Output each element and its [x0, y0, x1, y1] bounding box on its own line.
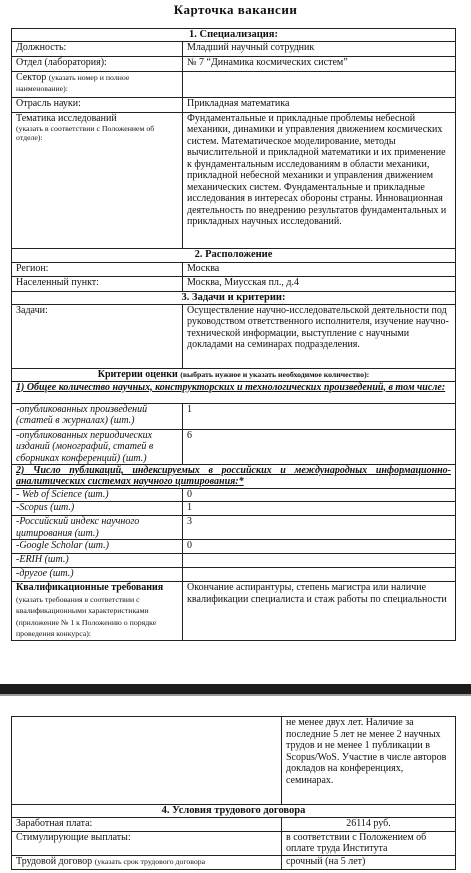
criteria-google-scholar-value: 0 — [183, 540, 456, 554]
position-label: Должность: — [12, 41, 183, 56]
criteria-google-scholar-label: -Google Scholar (шт.) — [12, 540, 183, 554]
card-title: Карточка вакансии — [173, 2, 298, 17]
region-value: Москва — [183, 262, 456, 276]
bonus-value: в соответствии с Положением об оплате труда Института — [282, 831, 456, 855]
sector-value — [183, 71, 456, 97]
science-field-label: Отрасль науки: — [12, 97, 183, 112]
criteria-group-1-header: 1) Общее количество научных, конструкторских и технологических произведений, в том числе: — [12, 381, 456, 403]
page-break-bar — [0, 684, 471, 694]
research-topic-label-note: (указать в соответствии с Положением об отделе): — [16, 124, 155, 142]
criteria-periodicals-label: -опубликованных периодических изданий (монографий, статей в сборниках конференций) (шт.) — [12, 429, 183, 465]
city-value: Москва, Миусская пл., д.4 — [183, 276, 456, 291]
qualification-label-main: Квалификационные требования — [16, 582, 164, 593]
qualification-label — [12, 582, 183, 641]
contract-value: срочный (на 5 лет) — [282, 855, 456, 869]
criteria-rinc-value: 3 — [183, 516, 456, 540]
qualification-value-part-1: Окончание аспирантуры, степень магистра или наличие квалификации специалиста и стаж работы по специальности — [183, 582, 456, 641]
salary-value: 26114 руб. — [282, 817, 456, 831]
criteria-erih-label: -ERIH (шт.) — [12, 554, 183, 568]
criteria-scopus-value: 1 — [183, 502, 456, 516]
criteria-scopus-label: -Scopus (шт.) — [12, 502, 183, 516]
section-4-header: 4. Условия трудового договора — [12, 805, 456, 818]
contract-label — [12, 855, 282, 869]
criteria-wos-value: 0 — [183, 489, 456, 502]
criteria-periodicals-value: 6 — [183, 429, 456, 465]
vacancy-table-part-2 — [11, 716, 456, 870]
vacancy-table-part-1 — [11, 28, 456, 641]
bonus-label: Стимулирующие выплаты: — [12, 831, 282, 855]
criteria-journal-articles-value: 1 — [183, 403, 456, 429]
page-break-shadow — [0, 694, 471, 696]
department-label: Отдел (лаборатория): — [12, 56, 183, 71]
criteria-group-2-header: 2) Число публикаций, индексируемых в российских и международных информационно-аналитических системах научного цитирования:* — [12, 465, 456, 489]
city-label: Населенный пункт: — [12, 276, 183, 291]
region-label: Регион: — [12, 262, 183, 276]
research-topic-label — [12, 112, 183, 248]
department-value: № 7 “Динамика космических систем” — [183, 56, 456, 71]
tasks-value: Осуществление научно-исследовательской деятельности под руководством ответственного исполнителя, изучение научно-технической информации, выступление с научными докладами на семинарах подразделения. — [183, 304, 456, 368]
contract-label-note: (указать срок трудового договора — [94, 856, 206, 866]
criteria-journal-articles-label: -опубликованных произведений (статей в журналах) (шт.) — [12, 403, 183, 429]
vacancy-card-page-2 — [11, 716, 455, 870]
sector-label — [12, 71, 183, 97]
criteria-wos-label: - Web of Science (шт.) — [12, 489, 183, 502]
qualification-label-continued — [12, 717, 282, 805]
criteria-header — [12, 368, 456, 381]
qualification-value-part-2: не менее двух лет. Наличие за последние 5 лет не менее 2 научных трудов и не менее 1 публикации в Scopus/WoS. Участие в числе авторов докладов на конференциях, семинарах. — [282, 717, 456, 805]
research-topic-label-main: Тематика исследований — [16, 112, 117, 124]
criteria-header-main: Критерии оценки — [97, 368, 178, 380]
contract-label-main: Трудовой договор — [16, 855, 93, 867]
science-field-value: Прикладная математика — [183, 97, 456, 112]
section-1-header: 1. Специализация: — [12, 29, 456, 42]
criteria-header-note: (выбрать нужное и указать необходимое количество): — [180, 369, 370, 379]
vacancy-card-page-1 — [11, 28, 455, 641]
salary-label: Заработная плата: — [12, 817, 282, 831]
research-topic-value: Фундаментальные и прикладные проблемы небесной механики, динамики и управления движением космических систем. Математическое моделирование, методы вычислительной и прикладной математики и их применение к фундаментальным исследованиям в области механики, прикладной небесной механики и управления движением механических систем. Фундаментальные и прикладные исследования в интересах обороны страны. Инновационная деятельность по внедрению результатов фундаментальных и прикладных научных исследований. — [183, 112, 456, 248]
position-value: Младший научный сотрудник — [183, 41, 456, 56]
tasks-label: Задачи: — [12, 304, 183, 368]
criteria-rinc-label: -Российский индекс научного цитирования (шт.) — [12, 516, 183, 540]
section-3-header: 3. Задачи и критерии: — [12, 291, 456, 304]
sector-label-main: Сектор — [16, 71, 47, 83]
sector-label-note: (указать номер и полное наименование): — [16, 72, 130, 93]
criteria-other-label: -другое (шт.) — [12, 568, 183, 582]
criteria-erih-value — [183, 554, 456, 568]
criteria-other-value — [183, 568, 456, 582]
qualification-label-note: (указать требования в соответствии с квалификационными характеристиками (приложение № 1 к Положению о порядке проведения конкурса): — [16, 594, 157, 638]
section-2-header: 2. Расположение — [12, 248, 456, 262]
